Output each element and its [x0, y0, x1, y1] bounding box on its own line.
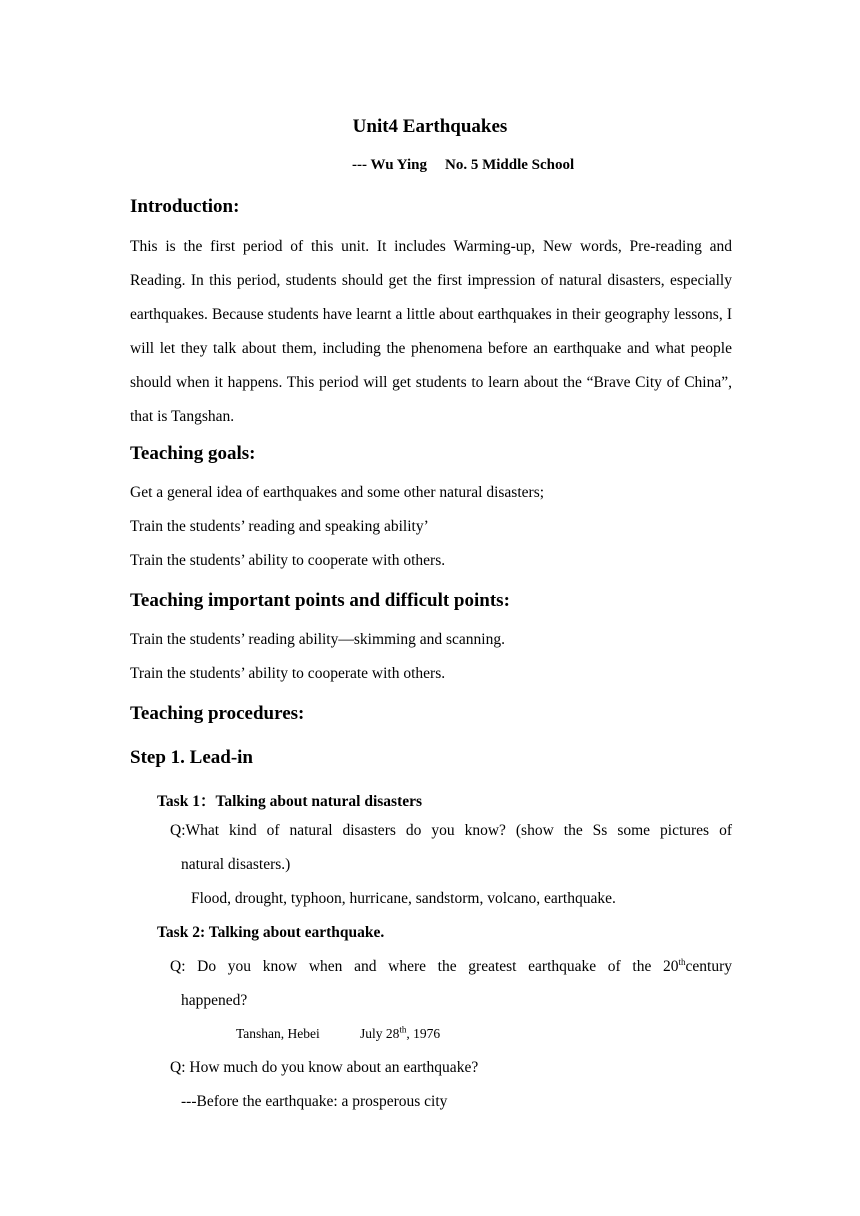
goal-item: Train the students’ reading and speaking ability’ — [130, 518, 429, 535]
task2-question2-answer: ---Before the earthquake: a prosperous city — [181, 1093, 448, 1110]
step1-heading: Step 1. Lead-in — [130, 747, 253, 768]
goal-item: Train the students’ ability to cooperate with others. — [130, 552, 446, 569]
point-item: Train the students’ reading ability—skimming and scanning. — [130, 631, 505, 648]
task2-question1-line1: Q: Do you know when and where the greatest earthquake of the 20thcentury — [170, 956, 732, 975]
task2-heading: Task 2: Talking about earthquake. — [157, 924, 385, 941]
points-heading: Teaching important points and difficult points: — [130, 590, 510, 611]
task2-question1-line2: happened? — [181, 992, 248, 1009]
byline-school: No. 5 Middle School — [445, 157, 575, 173]
task2-answer-place: Tanshan, Hebei — [236, 1026, 320, 1041]
task2-answer-date: July 28th, 1976 — [360, 1024, 441, 1041]
task1-heading: Task 1：Talking about natural disasters — [157, 793, 423, 810]
goals-heading: Teaching goals: — [130, 443, 256, 464]
point-item: Train the students’ ability to cooperate with others. — [130, 665, 446, 682]
byline-author: --- Wu Ying — [352, 157, 428, 173]
procedures-heading: Teaching procedures: — [130, 703, 305, 724]
introduction-text: This is the first period of this unit. It includes Warming-up, New words, Pre-reading and Reading. In this period, students should get the first impression of natural disasters, especially earthquakes. Because students have learnt a little about earthquakes in their geography lessons, I will let they talk about them, including the phenomena before an earthquake and what people should when it happens. This period will get students to learn about the “Brave City of China”, that is Tangshan. — [130, 238, 732, 425]
task1-answer: Flood, drought, typhoon, hurricane, sandstorm, volcano, earthquake. — [191, 890, 616, 907]
task1-question-line2: natural disasters.) — [181, 856, 291, 873]
introduction-heading: Introduction: — [130, 196, 240, 217]
document-title: Unit4 Earthquakes — [352, 116, 508, 137]
task1-question-line1: Q:What kind of natural disasters do you know? (show the Ss some pictures of — [170, 822, 732, 839]
byline — [352, 157, 574, 174]
task2-question2: Q: How much do you know about an earthquake? — [170, 1059, 479, 1076]
goal-item: Get a general idea of earthquakes and some other natural disasters; — [130, 484, 545, 501]
